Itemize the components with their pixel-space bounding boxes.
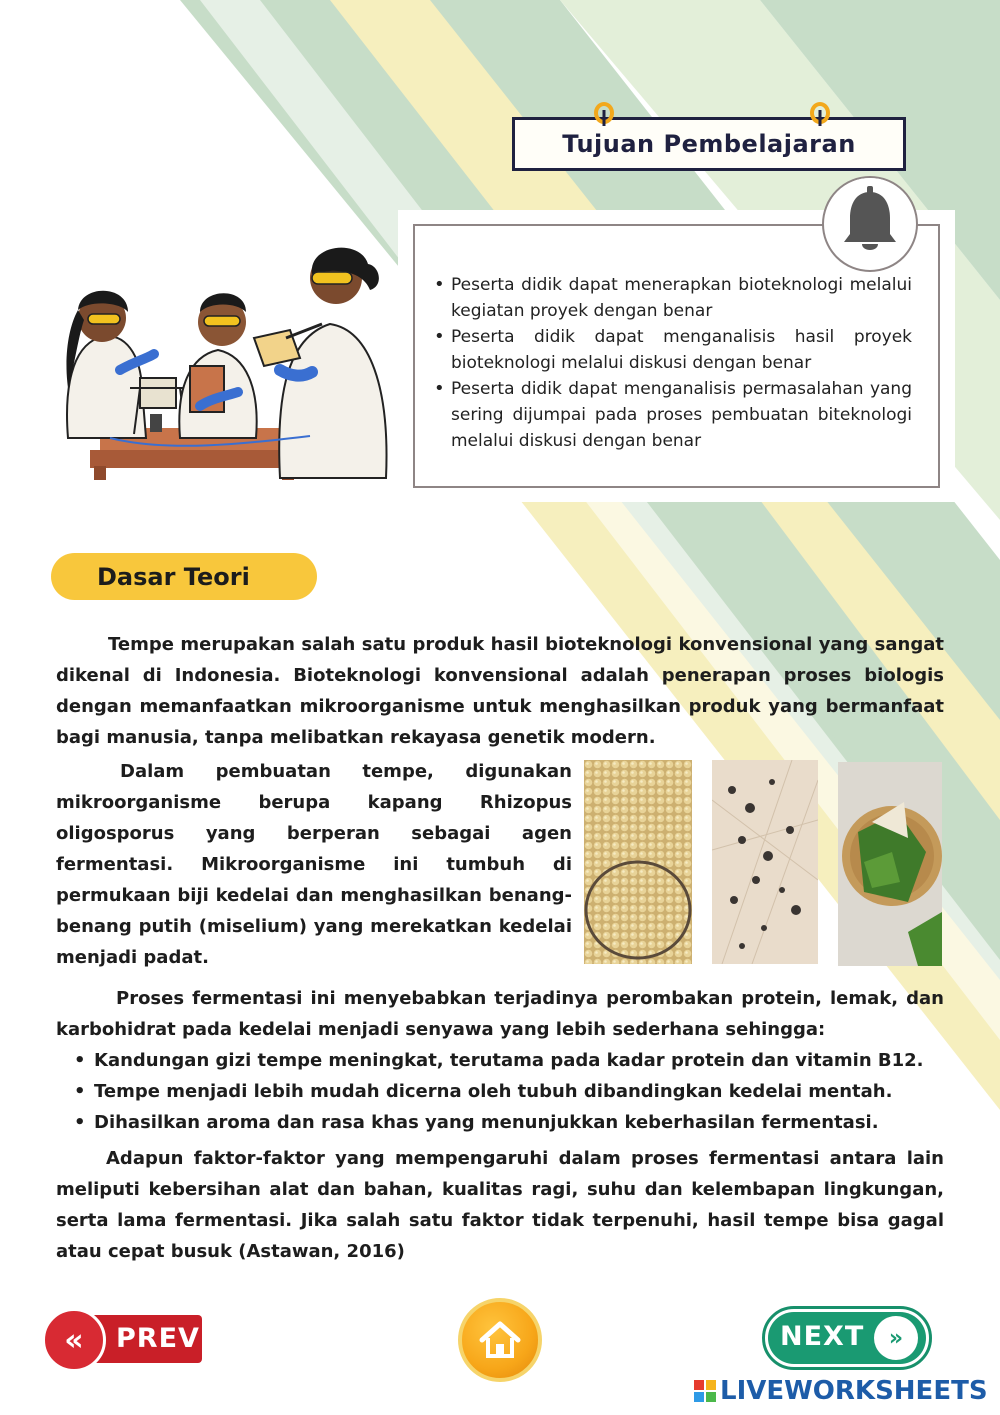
next-button[interactable] bbox=[762, 1306, 932, 1372]
liveworksheets-brand bbox=[694, 1374, 988, 1408]
body-paragraph-2: Dalam pembuatan tempe, digunakan mikroorganisme berupa kapang Rhizopus oligosporus yang berperan sebagai agen fermentasi. Mikroorganisme ini tumbuh di permukaan biji kedelai dan menghasilkan benang-benang putih (miselium) yang merekatkan kedelai menjadi padat. bbox=[56, 761, 572, 968]
brand-text: LIVEWORKSHEETS bbox=[720, 1376, 988, 1406]
ring-icon bbox=[809, 102, 831, 132]
objectives-list bbox=[434, 272, 912, 454]
bell-badge bbox=[822, 176, 918, 272]
objective-item: • Peserta didik dapat menganalisis permasalahan yang sering dijumpai pada proses pembuatan biteknologi melalui diskusi dengan benar bbox=[434, 376, 912, 454]
next-label: NEXT bbox=[780, 1321, 865, 1352]
prev-label: PREV bbox=[116, 1323, 200, 1354]
double-chevron-right-icon: » bbox=[874, 1316, 918, 1360]
list-item: • Kandungan gizi tempe meningkat, terutama pada kadar protein dan vitamin B12. bbox=[74, 1045, 954, 1076]
body-paragraph-4: Adapun faktor-faktor yang mempengaruhi dalam proses fermentasi antara lain meliputi kebersihan alat dan bahan, kualitas ragi, suhu dan kelembapan lingkungan, serta lama fermentasi. Jika salah satu faktor tidak terpenuhi, hasil tempe bisa gagal atau cepat busuk (Astawan, 2016) bbox=[56, 1148, 944, 1262]
home-icon bbox=[478, 1320, 522, 1360]
bell-icon bbox=[824, 178, 916, 270]
home-button[interactable] bbox=[458, 1298, 542, 1382]
double-chevron-left-icon: « bbox=[42, 1308, 106, 1372]
benefits-list bbox=[74, 1045, 954, 1138]
list-item: • Dihasilkan aroma dan rasa khas yang menunjukkan keberhasilan fermentasi. bbox=[74, 1107, 954, 1138]
page-title: Tujuan Pembelajaran bbox=[562, 130, 856, 158]
liveworksheets-logo-icon bbox=[694, 1380, 716, 1402]
objective-item: • Peserta didik dapat menganalisis hasil proyek bioteknologi melalui diskusi dengan benar bbox=[434, 324, 912, 376]
scientists-illustration bbox=[50, 238, 400, 488]
tempe-photo bbox=[838, 762, 942, 966]
section-title: Dasar Teori bbox=[97, 562, 250, 591]
body-paragraph-3: Proses fermentasi ini menyebabkan terjadinya perombakan protein, lemak, dan karbohidrat pada kedelai menjadi senyawa yang lebih sederhana sehingga: bbox=[56, 988, 944, 1040]
list-item: • Tempe menjadi lebih mudah dicerna oleh tubuh dibandingkan kedelai mentah. bbox=[74, 1076, 954, 1107]
title-box bbox=[512, 117, 906, 171]
body-paragraph-1: Tempe merupakan salah satu produk hasil bioteknologi konvensional yang sangat dikenal di Indonesia. Bioteknologi konvensional adalah penerapan proses biologis dengan memanfaatkan mikroorganisme untuk menghasilkan produk yang bermanfaat bagi manusia, tanpa melibatkan rekayasa genetik modern. bbox=[56, 634, 944, 748]
prev-button[interactable] bbox=[40, 1306, 206, 1372]
section-title-pill bbox=[51, 553, 317, 600]
mold-photo bbox=[712, 760, 818, 964]
objective-item: • Peserta didik dapat menerapkan bioteknologi melalui kegiatan proyek dengan benar bbox=[434, 272, 912, 324]
ring-icon bbox=[593, 102, 615, 132]
soybeans-photo bbox=[584, 760, 692, 964]
